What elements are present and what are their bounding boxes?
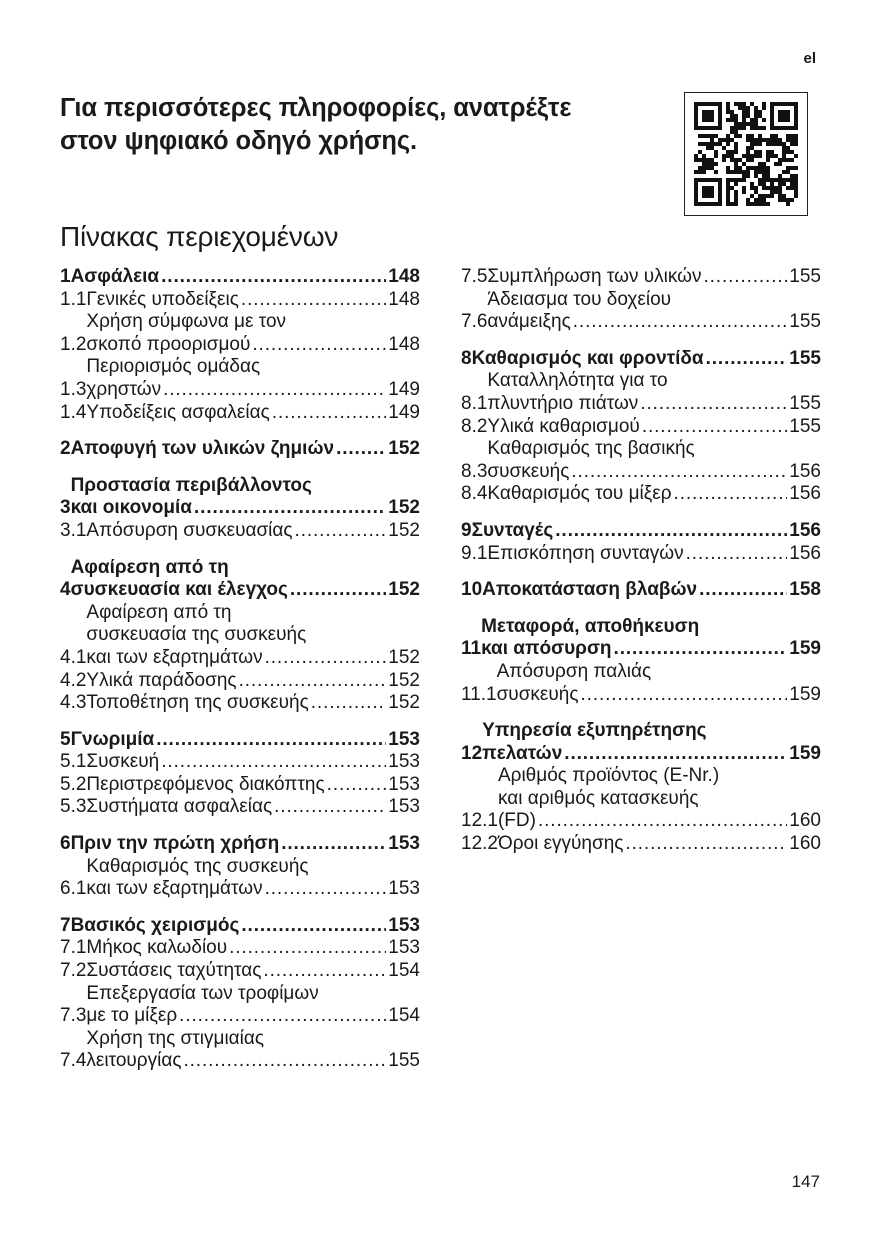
toc-entry-title: και των εξαρτημάτων — [86, 878, 263, 900]
toc-page-ref: 152 — [388, 669, 420, 691]
toc-subsection-entry[interactable] — [60, 402, 420, 425]
digital-guide-headline — [60, 92, 675, 158]
toc-entry-number: 4.1 — [60, 646, 87, 668]
toc-entry-number: 7.5 — [461, 266, 488, 287]
toc-entry-number: 8.4 — [461, 483, 488, 505]
toc-page-ref: 156 — [789, 519, 821, 541]
toc-entry-title: Μεταφορά, αποθήκευση — [481, 615, 700, 637]
toc-entry-title: Περιορισμός ομάδας — [86, 356, 261, 378]
toc-entry-title: Γενικές υποδείξεις — [86, 288, 239, 310]
dot-leader — [265, 878, 387, 901]
toc-page-ref: 159 — [789, 683, 821, 705]
toc-page-ref: 152 — [388, 497, 420, 519]
toc-entry-title: Καθαρισμός της βασικής — [487, 438, 695, 460]
toc-subsection-entry[interactable] — [60, 983, 420, 1028]
toc-entry-number: 8.2 — [461, 415, 488, 437]
dot-leader — [183, 1050, 386, 1073]
toc-subsection-entry[interactable] — [461, 266, 821, 289]
dot-leader — [538, 810, 787, 833]
toc-page-ref: 153 — [388, 728, 420, 750]
toc-title: Πίνακας περιεχομένων — [60, 221, 339, 252]
dot-leader — [686, 543, 788, 566]
toc-page-ref: 154 — [388, 1005, 420, 1027]
toc-entry-title: Υλικά καθαρισμού — [487, 415, 640, 437]
toc-page-ref: 155 — [789, 311, 821, 333]
toc-subsection-entry[interactable] — [461, 438, 821, 483]
toc-gap — [60, 901, 420, 915]
toc-entry-number: 4.3 — [60, 692, 87, 714]
toc-entry-number: 6 — [60, 833, 71, 855]
toc-entry-title: συσκευής — [496, 683, 579, 705]
toc-entry-number: 7.1 — [60, 937, 87, 959]
toc-right-column — [461, 266, 821, 856]
toc-page-ref: 152 — [388, 519, 420, 541]
toc-entry-number: 11 — [461, 638, 482, 660]
toc-entry-number: 12.1 — [461, 810, 498, 832]
toc-entry-number: 8 — [461, 347, 472, 369]
toc-subsection-entry[interactable] — [60, 751, 420, 774]
dot-leader — [581, 684, 788, 707]
toc-section-entry[interactable] — [461, 616, 821, 661]
page-number: 147 — [791, 1172, 820, 1191]
toc-page-ref: 155 — [789, 347, 821, 369]
toc-entry-title: Υπηρεσία εξυπηρέτησης — [482, 720, 707, 742]
toc-entry-number: 2 — [60, 438, 71, 460]
toc-entry-title: Αριθμός προϊόντος (E-Nr.) — [497, 765, 720, 787]
toc-page-ref: 152 — [388, 646, 420, 668]
toc-page-ref: 153 — [388, 796, 420, 818]
dot-leader — [564, 743, 787, 766]
toc-page-ref: 149 — [388, 378, 420, 400]
toc-entry-title: Άδειασμα του δοχείου — [487, 288, 672, 310]
dot-leader — [179, 1005, 386, 1028]
toc-subsection-entry[interactable] — [60, 692, 420, 715]
toc-gap — [60, 715, 420, 729]
toc-gap — [60, 543, 420, 557]
toc-page-ref: 156 — [789, 483, 821, 505]
toc-page-ref: 159 — [789, 742, 821, 764]
toc-entry-number: 12.2 — [461, 833, 498, 855]
toc-page-ref: 153 — [388, 878, 420, 900]
toc-page-ref: 154 — [388, 960, 420, 982]
toc-entry-title: Χρήση σύμφωνα με τον — [86, 311, 287, 333]
toc-page-ref: 153 — [388, 751, 420, 773]
toc-entry-title: ανάμειξης — [487, 311, 571, 333]
dot-leader — [336, 438, 386, 461]
toc-entry-number: 1 — [60, 266, 71, 287]
toc-entry-title: Χρήση της στιγμιαίας — [86, 1027, 265, 1049]
toc-entry-title: Επισκόπηση συνταγών — [487, 542, 684, 564]
headline-line: Για περισσότερες πληροφορίες, ανατρέξτε — [60, 94, 572, 122]
toc-section-entry[interactable] — [461, 579, 821, 602]
toc-entry-title: Προστασία περιβάλλοντος — [70, 474, 312, 496]
toc-section-entry[interactable] — [60, 475, 420, 520]
toc-entry-title: Αποφυγή των υλικών ζημιών — [70, 438, 335, 460]
toc-entry-title: Περιστρεφόμενος διακόπτης — [86, 773, 325, 795]
toc-section-entry[interactable] — [60, 729, 420, 752]
toc-entry-number: 1.3 — [60, 378, 87, 400]
toc-page-ref: 153 — [388, 914, 420, 936]
toc-page-ref: 152 — [388, 579, 420, 601]
toc-entry-number: 1.4 — [60, 401, 87, 423]
toc-gap — [461, 602, 821, 616]
toc-entry-number: 7.4 — [60, 1050, 87, 1072]
toc-entry-number: 4.2 — [60, 669, 87, 691]
toc-subsection-entry[interactable] — [461, 765, 821, 833]
toc-subsection-entry[interactable] — [461, 416, 821, 439]
toc-entry-number: 10 — [461, 579, 483, 601]
toc-page-ref: 155 — [789, 392, 821, 414]
dot-leader — [274, 796, 386, 819]
toc-page-ref: 152 — [388, 438, 420, 460]
dot-leader — [625, 833, 787, 856]
dot-leader — [614, 638, 788, 661]
dot-leader — [555, 520, 787, 543]
toc-entry-number: 3.1 — [60, 519, 87, 541]
dot-leader — [161, 751, 386, 774]
toc-left-column — [60, 266, 420, 1073]
toc-section-entry[interactable] — [60, 915, 420, 938]
toc-entry-title: Υποδείξεις ασφαλείας — [86, 401, 270, 423]
toc-entry-title: Αφαίρεση από τη — [86, 601, 232, 623]
toc-entry-number: 8.3 — [461, 460, 488, 482]
toc-entry-title: Ασφάλεια — [70, 266, 160, 287]
toc-subsection-entry[interactable] — [60, 602, 420, 670]
toc-subsection-entry[interactable] — [60, 289, 420, 312]
dot-leader — [229, 937, 386, 960]
dot-leader — [295, 520, 387, 543]
toc-subsection-entry[interactable] — [461, 661, 821, 706]
toc-entry-title: λειτουργίας — [86, 1050, 182, 1072]
toc-page-ref: 155 — [388, 1050, 420, 1072]
toc-entry-number: 9 — [461, 519, 472, 541]
toc-subsection-entry[interactable] — [60, 960, 420, 983]
toc-section-entry[interactable] — [60, 266, 420, 289]
toc-section-entry[interactable] — [60, 438, 420, 461]
dot-leader — [241, 915, 386, 938]
toc-entry-title: Συστάσεις ταχύτητας — [86, 960, 262, 982]
toc-entry-title: και των εξαρτημάτων — [86, 646, 263, 668]
dot-leader — [327, 774, 387, 797]
toc-entry-number: 1.2 — [60, 333, 87, 355]
dot-leader — [161, 266, 386, 289]
toc-entry-title: Όροι εγγύησης — [497, 833, 624, 855]
dot-leader — [642, 416, 787, 439]
toc-entry-number: 5.1 — [60, 751, 87, 773]
toc-section-entry[interactable] — [461, 720, 821, 765]
toc-gap — [461, 706, 821, 720]
toc-page-ref: 160 — [789, 833, 821, 855]
toc-page-ref: 153 — [388, 937, 420, 959]
toc-entry-title: Συνταγές — [471, 519, 554, 541]
toc-entry-number: 4 — [60, 579, 71, 601]
toc-entry-title: σκοπό προορισμού — [86, 333, 251, 355]
toc-subsection-entry[interactable] — [60, 311, 420, 356]
toc-subsection-entry[interactable] — [461, 543, 821, 566]
toc-entry-number: 7 — [60, 914, 71, 936]
dot-leader — [571, 461, 787, 484]
toc-entry-title: Συσκευή — [86, 751, 160, 773]
toc-page-ref: 153 — [388, 773, 420, 795]
toc-subsection-entry[interactable] — [60, 796, 420, 819]
toc-entry-title: πελατών — [482, 742, 563, 764]
toc-subsection-entry[interactable] — [60, 1028, 420, 1073]
dot-leader — [156, 729, 386, 752]
toc-gap — [461, 334, 821, 348]
dot-leader — [252, 334, 386, 357]
toc-gap — [60, 424, 420, 438]
toc-entry-title: και αριθμός κατασκευής — [497, 787, 699, 809]
toc-entry-number: 9.1 — [461, 542, 488, 564]
toc-page-ref: 159 — [789, 638, 821, 660]
toc-entry-title: Μήκος καλωδίου — [86, 937, 228, 959]
toc-page-ref: 156 — [789, 460, 821, 482]
toc-subsection-entry[interactable] — [461, 370, 821, 415]
toc-gap — [60, 461, 420, 475]
toc-entry-title: Συμπλήρωση των υλικών — [487, 266, 702, 287]
toc-entry-title: Βασικός χειρισμός — [70, 914, 240, 936]
toc-entry-number: 7.2 — [60, 960, 87, 982]
toc-entry-number: 7.6 — [461, 311, 488, 333]
language-code: el — [803, 50, 816, 67]
toc-entry-title: χρηστών — [86, 378, 162, 400]
toc-entry-title: Υλικά παράδοσης — [86, 669, 237, 691]
toc-page-ref: 160 — [789, 810, 821, 832]
dot-leader — [272, 402, 387, 425]
dot-leader — [263, 960, 386, 983]
toc-page-ref: 155 — [789, 266, 821, 287]
toc-entry-title: και απόσυρση — [481, 638, 612, 660]
dot-leader — [290, 579, 386, 602]
toc-entry-title: Καθαρισμός του μίξερ — [487, 483, 672, 505]
toc-entry-number: 7.3 — [60, 1005, 87, 1027]
dot-leader — [265, 647, 387, 670]
dot-leader — [703, 266, 787, 289]
toc-subsection-entry[interactable] — [60, 670, 420, 693]
dot-leader — [674, 483, 788, 506]
toc-entry-title: Πριν την πρώτη χρήση — [70, 833, 280, 855]
toc-subsection-entry[interactable] — [461, 483, 821, 506]
toc-entry-title: Αφαίρεση από τη — [70, 556, 229, 578]
toc-page-ref: 149 — [388, 401, 420, 423]
toc-subsection-entry[interactable] — [60, 774, 420, 797]
toc-subsection-entry[interactable] — [60, 856, 420, 901]
toc-page-ref: 152 — [388, 692, 420, 714]
toc-entry-number: 6.1 — [60, 878, 87, 900]
toc-gap — [461, 506, 821, 520]
toc-entry-title: Καθαρισμός και φροντίδα — [471, 347, 704, 369]
toc-gap — [461, 565, 821, 579]
toc-subsection-entry[interactable] — [60, 937, 420, 960]
dot-leader — [573, 311, 788, 334]
toc-entry-number: 3 — [60, 497, 71, 519]
toc-entry-number: 8.1 — [461, 392, 488, 414]
toc-gap — [60, 819, 420, 833]
dot-leader — [706, 348, 788, 371]
toc-entry-title: συσκευασία της συσκευής — [86, 624, 307, 646]
toc-page-ref: 153 — [388, 833, 420, 855]
toc-entry-number: 5.3 — [60, 796, 87, 818]
toc-entry-title: Τοποθέτηση της συσκευής — [86, 692, 309, 714]
toc-entry-title: Απόσυρση παλιάς — [496, 660, 652, 682]
qr-code[interactable] — [684, 92, 808, 216]
toc-section-entry[interactable] — [60, 557, 420, 602]
dot-leader — [311, 692, 387, 715]
toc-subsection-entry[interactable] — [60, 356, 420, 401]
dot-leader — [239, 670, 387, 693]
toc-section-entry[interactable] — [60, 833, 420, 856]
toc-entry-number: 11.1 — [461, 683, 497, 705]
toc-entry-number: 1.1 — [60, 288, 87, 310]
toc-entry-title: Απόσυρση συσκευασίας — [86, 519, 293, 541]
toc-section-entry[interactable] — [461, 348, 821, 371]
toc-page-ref: 148 — [388, 266, 420, 287]
toc-subsection-entry[interactable] — [461, 833, 821, 856]
toc-entry-title: συσκευασία και έλεγχος — [70, 579, 288, 601]
toc-entry-title: Καταλληλότητα για το — [487, 370, 668, 392]
dot-leader — [640, 393, 787, 416]
toc-entry-number: 5.2 — [60, 773, 87, 795]
headline-line: στον ψηφιακό οδηγό χρήσης. — [60, 127, 418, 155]
toc-entry-number: 12 — [461, 742, 483, 764]
toc-entry-title: με το μίξερ — [86, 1005, 178, 1027]
toc-entry-title: πλυντήριο πιάτων — [487, 392, 639, 414]
toc-subsection-entry[interactable] — [461, 289, 821, 334]
toc-entry-title: Αποκατάσταση βλαβών — [482, 579, 698, 601]
toc-page-ref: 148 — [388, 288, 420, 310]
toc-entry-title: συσκευής — [487, 460, 570, 482]
toc-subsection-entry[interactable] — [60, 520, 420, 543]
toc-page-ref: 156 — [789, 542, 821, 564]
toc-entry-title: Καθαρισμός της συσκευής — [86, 855, 309, 877]
toc-section-entry[interactable] — [461, 520, 821, 543]
dot-leader — [281, 833, 386, 856]
toc-entry-title: (FD) — [497, 810, 536, 832]
toc-page-ref: 148 — [388, 333, 420, 355]
toc-entry-title: Επεξεργασία των τροφίμων — [86, 982, 319, 1004]
qr-code-icon — [694, 102, 798, 206]
dot-leader — [163, 379, 386, 402]
toc-entry-title: Συστήματα ασφαλείας — [86, 796, 273, 818]
toc-page-ref: 155 — [789, 415, 821, 437]
dot-leader — [241, 289, 386, 312]
toc-entry-title: Γνωριμία — [70, 728, 155, 750]
dot-leader — [699, 579, 787, 602]
toc-page-ref: 158 — [789, 579, 821, 601]
toc-entry-title: και οικονομία — [70, 497, 192, 519]
toc-entry-number: 5 — [60, 728, 71, 750]
dot-leader — [194, 497, 386, 520]
